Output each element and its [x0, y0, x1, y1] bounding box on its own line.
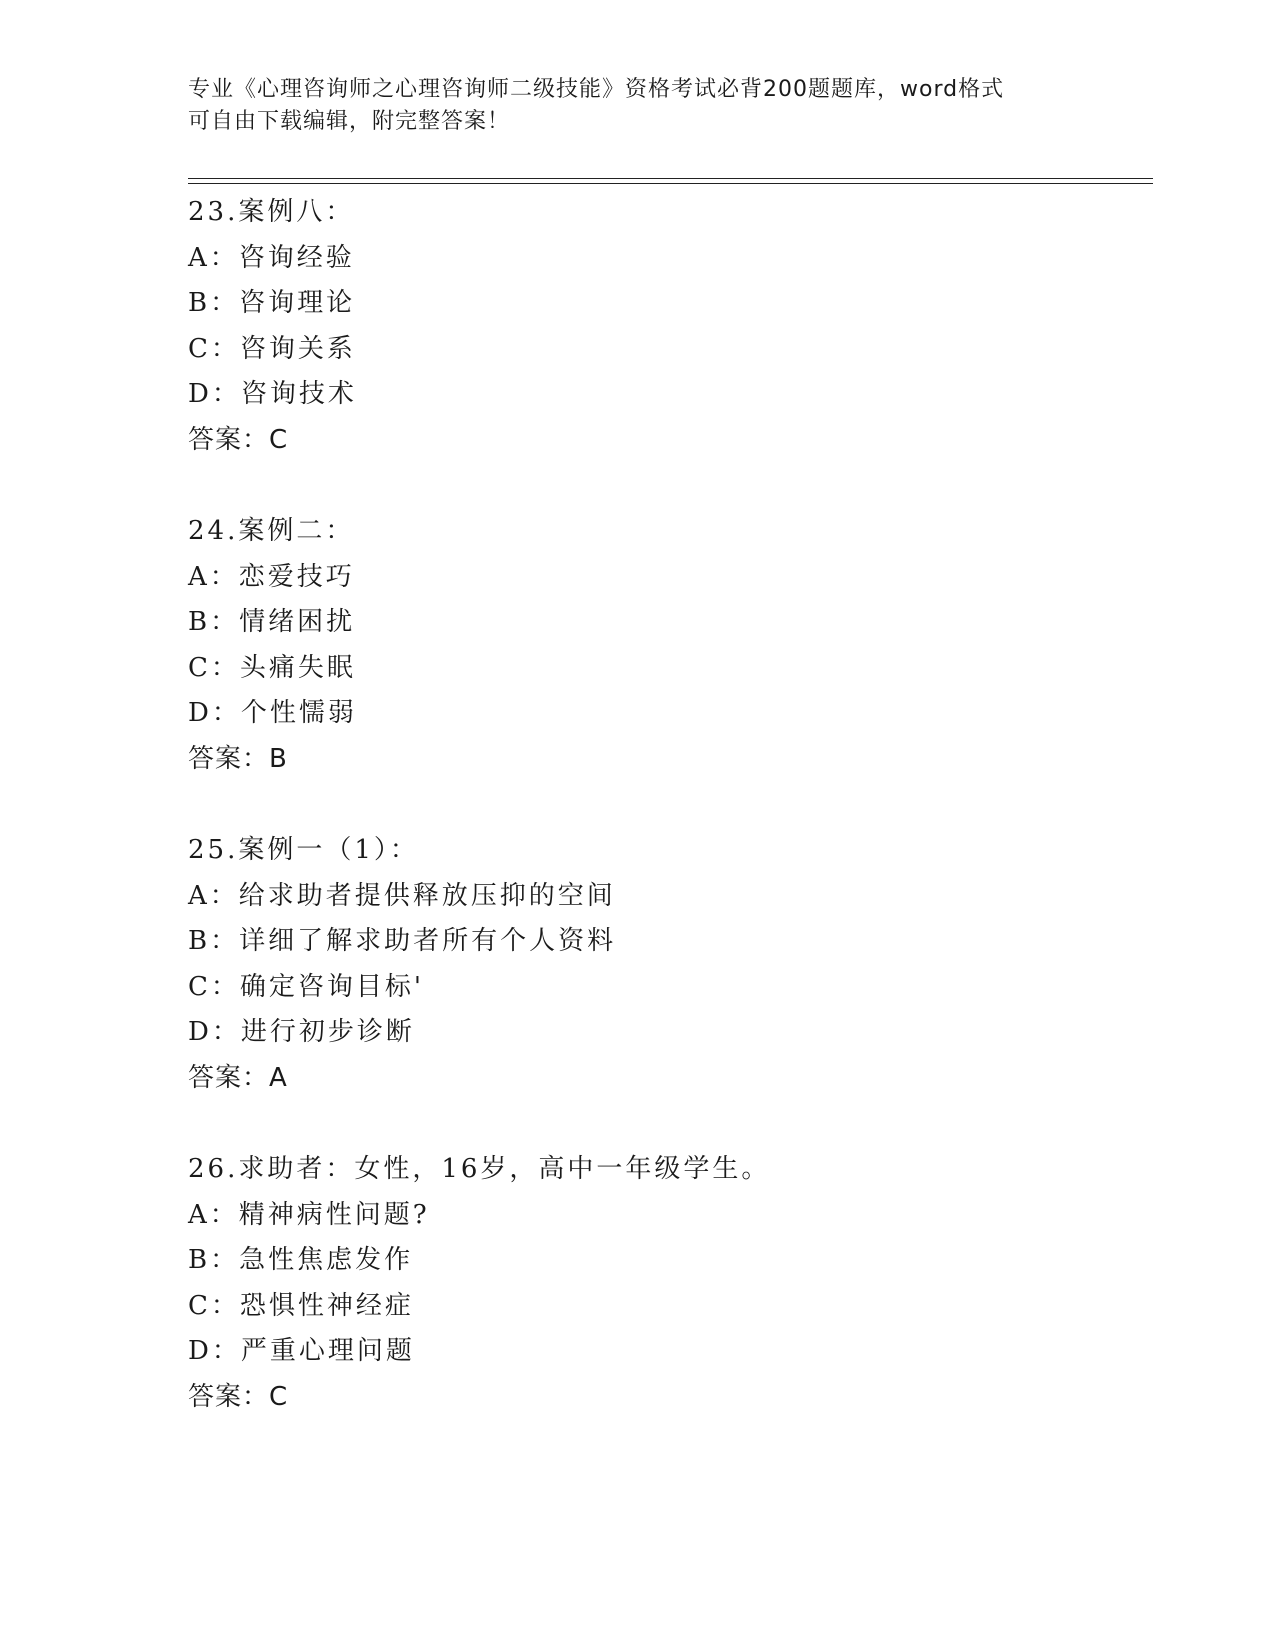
- question-stem: 23.案例八：: [188, 197, 355, 227]
- option-c: C：咨询关系: [188, 333, 356, 364]
- option-b: B：情绪困扰: [188, 607, 356, 637]
- page-header: [188, 74, 1088, 138]
- option-a: A：精神病性问题?: [188, 1199, 430, 1230]
- question-stem: 24.案例二：: [188, 516, 355, 546]
- option-a: A：给求助者提供释放压抑的空间: [188, 880, 616, 911]
- option-b: B：详细了解求助者所有个人资料: [188, 926, 617, 956]
- option-b: B：急性焦虑发作: [188, 1245, 414, 1275]
- question-25: [188, 828, 1148, 1101]
- option-d: D：严重心理问题: [188, 1336, 415, 1366]
- answer-line: 答案：A: [188, 1062, 288, 1093]
- option-d: D：咨询技术: [188, 379, 357, 409]
- option-c: C：恐惧性神经症: [188, 1290, 414, 1321]
- header-divider-top: [188, 178, 1153, 179]
- question-24: [188, 509, 1148, 782]
- option-c: C：头痛失眠: [188, 652, 356, 683]
- question-list: [188, 190, 1148, 1420]
- option-d: D：进行初步诊断: [188, 1017, 415, 1047]
- header-divider-bottom: [188, 183, 1153, 184]
- option-a: A：咨询经验: [188, 242, 355, 273]
- option-c: C：确定咨询目标': [188, 971, 425, 1002]
- option-d: D：个性懦弱: [188, 698, 357, 728]
- question-23: [188, 190, 1148, 463]
- question-stem: 25.案例一（1）：: [188, 835, 419, 865]
- header-line-2: 可自由下载编辑，附完整答案！: [188, 109, 511, 134]
- answer-line: 答案：C: [188, 424, 289, 455]
- answer-line: 答案：B: [188, 743, 288, 774]
- header-line-1: 专业《心理咨询师之心理咨询师二级技能》资格考试必背200题题库，word格式: [188, 77, 1005, 102]
- question-stem: 26.求助者：女性，16岁，高中一年级学生。: [188, 1154, 771, 1184]
- answer-line: 答案：C: [188, 1381, 289, 1412]
- option-b: B：咨询理论: [188, 288, 356, 318]
- question-26: [188, 1147, 1148, 1420]
- option-a: A：恋爱技巧: [188, 561, 355, 592]
